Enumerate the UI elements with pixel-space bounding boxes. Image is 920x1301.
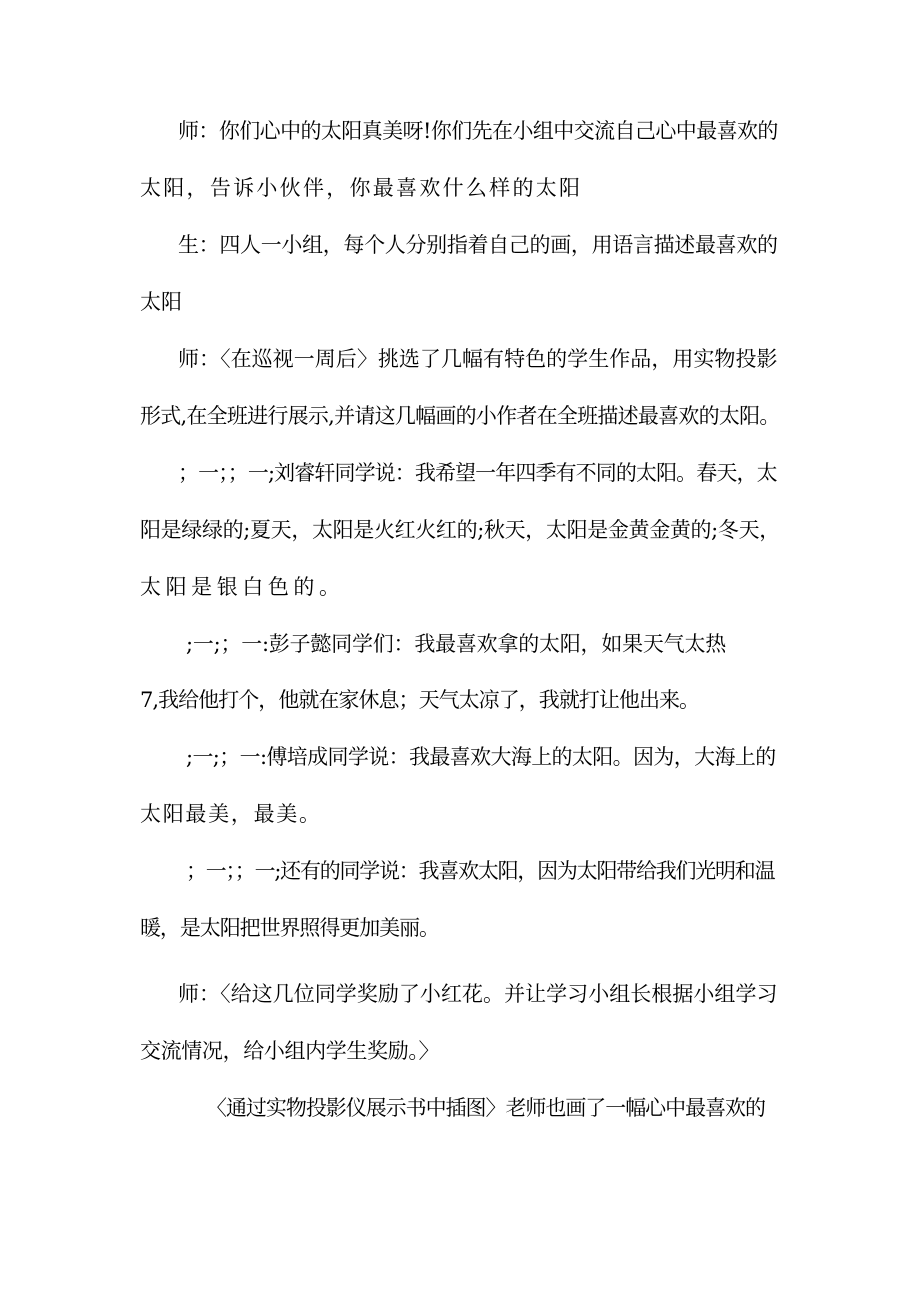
paragraph-line: 师：你们心中的太阳真美呀!你们先在小组中交流自己心中最喜欢的 <box>178 119 778 143</box>
paragraph-line: 阳是绿绿的;夏天，太阳是火红火红的;秋天，太阳是金黄金黄的;冬天， <box>140 518 780 542</box>
paragraph-line: 师：〈给这几位同学奖励了小红花。并让学习小组长根据小组学习 <box>178 982 778 1006</box>
paragraph-line: 〈通过实物投影仪展示书中插图〉老师也画了一幅心中最喜欢的 <box>206 1096 765 1120</box>
paragraph-line: ;一;；一:彭子懿同学们：我最喜欢拿的太阳，如果天气太热 <box>186 632 727 656</box>
paragraph-line: 7,我给他打个，他就在家休息；天气太凉了，我就打让他出来。 <box>140 688 700 712</box>
paragraph-line: 太阳 <box>140 290 182 314</box>
paragraph-line: ；一；；一;还有的同学说：我喜欢太阳，因为太阳带给我们光明和温 <box>186 859 775 883</box>
paragraph-line: 师：〈在巡视一周后〉挑选了几幅有特色的学生作品，用实物投影 <box>178 347 778 371</box>
paragraph-line: ；一；；一;刘睿轩同学说：我希望一年四季有不同的太阳。春天，太 <box>178 461 777 485</box>
paragraph-line: 交流情况，给小组内学生奖励。〉 <box>140 1039 440 1063</box>
paragraph-line: 太阳最美，最美。 <box>140 802 322 826</box>
paragraph-line: 太阳是银白色的。 <box>140 575 345 599</box>
paragraph-line: 生：四人一小组，每个人分别指着自己的画，用语言描述最喜欢的 <box>178 233 778 257</box>
paragraph-line: 太阳，告诉小伙伴，你最喜欢什么样的太阳 <box>140 176 583 200</box>
paragraph-line: 暖，是太阳把世界照得更加美丽。 <box>140 916 439 940</box>
paragraph-line: ;一;；一:傅培成同学说：我最喜欢大海上的太阳。因为，大海上的 <box>186 745 776 769</box>
paragraph-line: 形式,在全班进行展示,并请这几幅画的小作者在全班描述最喜欢的太阳。 <box>140 404 780 428</box>
